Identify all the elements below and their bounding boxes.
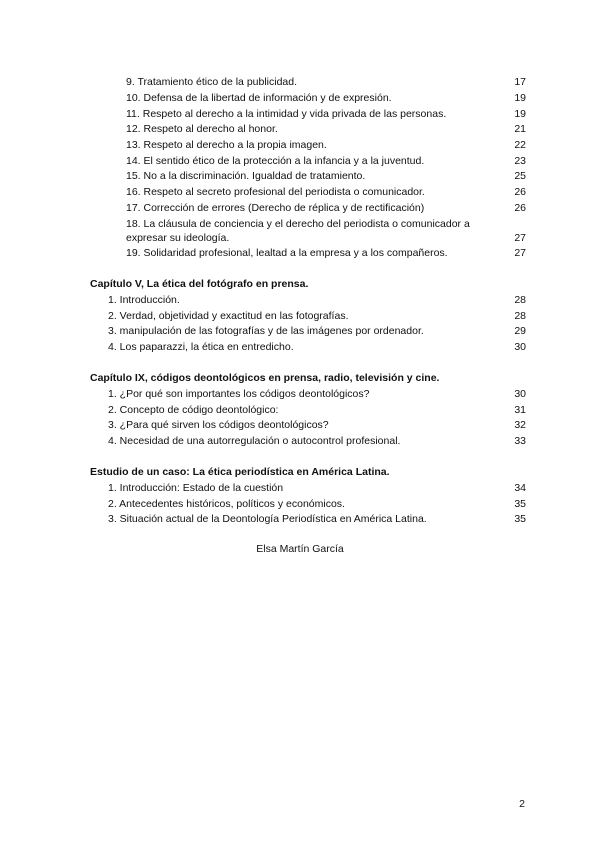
toc-entry-page: 25 [514, 170, 526, 182]
toc-entry-page: 21 [514, 123, 526, 135]
toc-entry-page: 32 [514, 419, 526, 431]
toc-entry-page: 17 [514, 76, 526, 88]
toc-entry-page: 28 [514, 294, 526, 306]
toc-entry-text: 2. Concepto de código deontológico: [108, 404, 279, 416]
toc-entry-page: 26 [514, 186, 526, 198]
toc-entry-text: 10. Defensa de la libertad de información y de expresión. [126, 92, 392, 104]
author-name: Elsa Martín García [256, 543, 344, 555]
toc-entry-page: 19 [514, 108, 526, 120]
toc-entry-page: 26 [514, 202, 526, 214]
toc-entry-page: 19 [514, 92, 526, 104]
toc-entry-page: 27 [514, 232, 526, 244]
toc-entry-page: 30 [514, 341, 526, 353]
toc-entry-text: 11. Respeto al derecho a la intimidad y vida privada de las personas. [126, 108, 447, 120]
toc-entry-text: 3. Situación actual de la Deontología Periodística en América Latina. [108, 513, 427, 525]
chapter-heading: Estudio de un caso: La ética periodística en América Latina. [90, 466, 390, 478]
toc-entry-text: 2. Antecedentes históricos, políticos y económicos. [108, 498, 345, 510]
toc-entry-text: 14. El sentido ético de la protección a la infancia y a la juventud. [126, 155, 425, 167]
toc-entry-page: 33 [514, 435, 526, 447]
toc-entry-page: 27 [514, 247, 526, 259]
toc-entry-page: 34 [514, 482, 526, 494]
toc-entry-page: 22 [514, 139, 526, 151]
toc-entry-text: 1. Introducción. [108, 294, 180, 306]
toc-entry-text: 19. Solidaridad profesional, lealtad a la empresa y a los compañeros. [126, 247, 448, 259]
toc-entry-page: 29 [514, 325, 526, 337]
chapter-heading: Capítulo V, La ética del fotógrafo en prensa. [90, 278, 309, 290]
toc-entry-page: 30 [514, 388, 526, 400]
toc-entry-text: 1. ¿Por qué son importantes los códigos deontológicos? [108, 388, 370, 400]
toc-entry-text: 16. Respeto al secreto profesional del periodista o comunicador. [126, 186, 425, 198]
toc-entry-text: 17. Corrección de errores (Derecho de réplica y de rectificación) [126, 202, 425, 214]
toc-entry-page: 31 [514, 404, 526, 416]
toc-entry-text: 3. manipulación de las fotografías y de las imágenes por ordenador. [108, 325, 424, 337]
toc-entry-text: 4. Los paparazzi, la ética en entredicho. [108, 341, 294, 353]
toc-entry-page: 23 [514, 155, 526, 167]
toc-entry-text: 13. Respeto al derecho a la propia imagen. [126, 139, 327, 151]
toc-entry-text: 3. ¿Para qué sirven los códigos deontológicos? [108, 419, 329, 431]
toc-entry-text: 4. Necesidad de una autorregulación o autocontrol profesional. [108, 435, 401, 447]
toc-entry-text: 2. Verdad, objetividad y exactitud en las fotografías. [108, 310, 349, 322]
toc-entry-page: 35 [514, 513, 526, 525]
toc-entry-text: 15. No a la discriminación. Igualdad de tratamiento. [126, 170, 366, 182]
toc-entry-text-continued: expresar su ideología. [126, 232, 230, 244]
page-number: 2 [519, 798, 525, 810]
toc-entry-text: 9. Tratamiento ético de la publicidad. [126, 76, 298, 88]
toc-entry-page: 35 [514, 498, 526, 510]
chapter-heading: Capítulo IX, códigos deontológicos en prensa, radio, televisión y cine. [90, 372, 440, 384]
toc-entry-text: 1. Introducción: Estado de la cuestión [108, 482, 284, 494]
toc-entry-text: 12. Respeto al derecho al honor. [126, 123, 278, 135]
toc-entry-page: 28 [514, 310, 526, 322]
toc-entry-text: 18. La cláusula de conciencia y el derecho del periodista o comunicador a [126, 218, 470, 230]
